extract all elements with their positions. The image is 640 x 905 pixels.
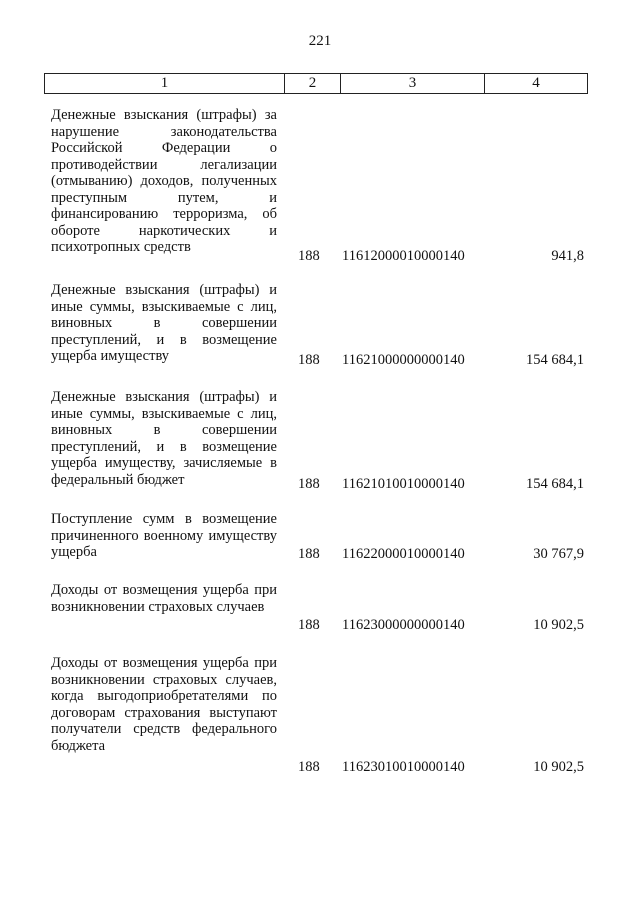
row-classification-code: 11623000000000140 xyxy=(342,616,465,633)
row-amount: 30 767,9 xyxy=(533,545,584,562)
row-amount: 154 684,1 xyxy=(526,475,584,492)
row-admin-code: 188 xyxy=(298,545,320,562)
row-admin-code: 188 xyxy=(298,758,320,775)
row-amount: 10 902,5 xyxy=(533,758,584,775)
column-header-2: 2 xyxy=(284,74,340,93)
row-description: Денежные взыскания (штрафы) и иные суммы, взыскиваемые с лиц, виновных в совершении преступлений, и в возмещение ущерба имуществу, зачисляемые в федеральный бюджет xyxy=(51,389,277,488)
row-classification-code: 11622000010000140 xyxy=(342,545,465,562)
row-admin-code: 188 xyxy=(298,616,320,633)
column-header-3: 3 xyxy=(340,74,484,93)
table-row xyxy=(0,282,640,368)
row-classification-code: 11612000010000140 xyxy=(342,247,465,264)
row-description: Денежные взыскания (штрафы) и иные суммы, взыскиваемые с лиц, виновных в совершении преступлений, и в возмещение ущерба имуществу xyxy=(51,282,277,364)
column-header-4: 4 xyxy=(484,74,587,93)
row-amount: 941,8 xyxy=(551,247,584,264)
row-admin-code: 188 xyxy=(298,351,320,368)
row-classification-code: 11621010010000140 xyxy=(342,475,465,492)
table-row xyxy=(0,655,640,775)
page-number: 221 xyxy=(308,33,332,49)
table-row xyxy=(0,511,640,562)
row-description: Доходы от возмещения ущерба при возникновении страховых случаев xyxy=(51,582,277,615)
row-description: Доходы от возмещения ущерба при возникновении страховых случаев, когда выгодоприобретателями по договорам страхования выступают получатели средств федерального бюджета xyxy=(51,655,277,754)
row-admin-code: 188 xyxy=(298,247,320,264)
table-row xyxy=(0,389,640,492)
table-row xyxy=(0,107,640,264)
row-admin-code: 188 xyxy=(298,475,320,492)
column-header-1: 1 xyxy=(160,75,169,91)
row-amount: 10 902,5 xyxy=(533,616,584,633)
row-classification-code: 11623010010000140 xyxy=(342,758,465,775)
row-amount: 154 684,1 xyxy=(526,351,584,368)
row-description: Денежные взыскания (штрафы) за нарушение законодательства Российской Федерации о противодействии легализации (отмыванию) доходов, полученных преступным путем, и финансированию терроризма, об обороте наркотических и психотропных средств xyxy=(51,107,277,255)
row-description: Поступление сумм в возмещение причиненного военному имуществу ущерба xyxy=(51,511,277,560)
table-row xyxy=(0,582,640,633)
row-classification-code: 11621000000000140 xyxy=(342,351,465,368)
